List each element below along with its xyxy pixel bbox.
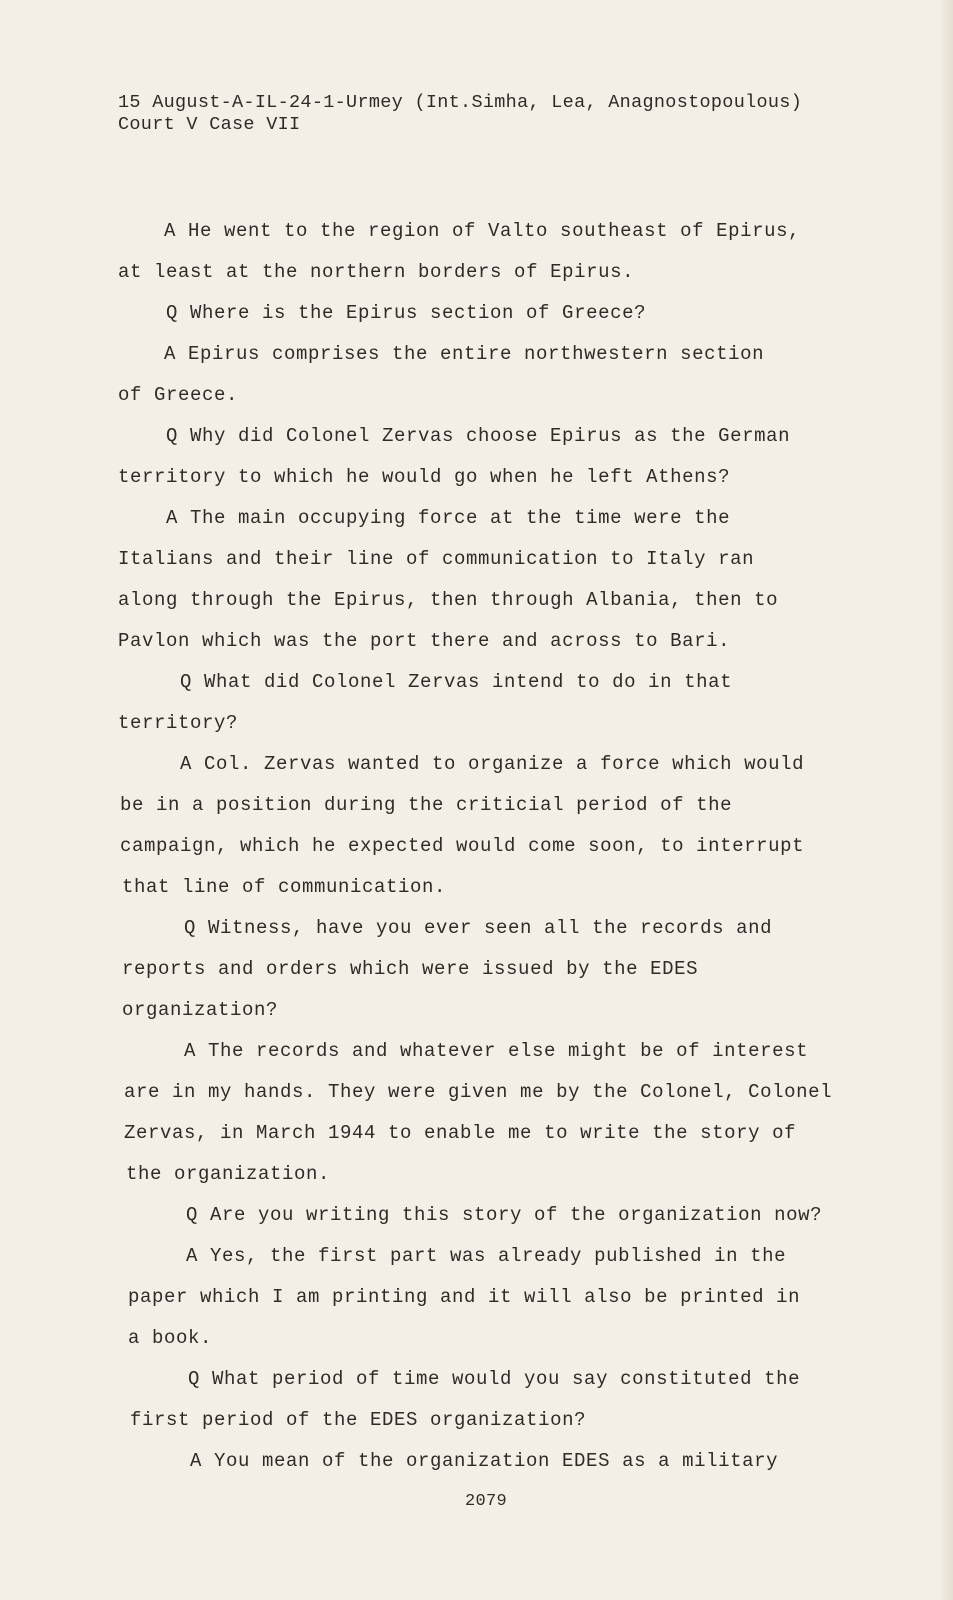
transcript-line: of Greece. bbox=[118, 384, 239, 406]
transcript-line: that line of communication. bbox=[122, 876, 447, 898]
transcript-line: Q Are you writing this story of the organization now? bbox=[186, 1204, 823, 1226]
transcript-line: Pavlon which was the port there and across to Bari. bbox=[118, 630, 731, 652]
page-number: 2079 bbox=[465, 1492, 508, 1511]
transcript-line: A Col. Zervas wanted to organize a force which would bbox=[180, 753, 805, 775]
transcript-line: along through the Epirus, then through Albania, then to bbox=[118, 589, 779, 611]
transcript-line: Q Witness, have you ever seen all the records and bbox=[184, 917, 773, 939]
transcript-line: Q Why did Colonel Zervas choose Epirus as the German bbox=[166, 425, 791, 447]
header-case-reference: 15 August-A-IL-24-1-Urmey (Int.Simha, Lea, Anagnostopoulous) bbox=[118, 92, 803, 113]
transcript-line: be in a position during the criticial period of the bbox=[120, 794, 733, 816]
transcript-line: first period of the EDES organization? bbox=[130, 1409, 587, 1431]
transcript-line: A The main occupying force at the time were the bbox=[166, 507, 731, 529]
transcript-line: campaign, which he expected would come soon, to interrupt bbox=[120, 835, 805, 857]
transcript-line: A Yes, the first part was already published in the bbox=[186, 1245, 787, 1267]
transcript-line: Q What did Colonel Zervas intend to do in that bbox=[180, 671, 733, 693]
header-court-case: Court V Case VII bbox=[118, 114, 301, 135]
transcript-line: a book. bbox=[128, 1327, 213, 1349]
transcript-line: Italians and their line of communication to Italy ran bbox=[118, 548, 755, 570]
transcript-line: A You mean of the organization EDES as a military bbox=[190, 1450, 779, 1472]
transcript-line: paper which I am printing and it will also be printed in bbox=[128, 1286, 801, 1308]
transcript-line: territory? bbox=[118, 712, 239, 734]
transcript-line: Q Where is the Epirus section of Greece? bbox=[166, 302, 647, 324]
document-header bbox=[118, 92, 802, 136]
transcript-line: organization? bbox=[122, 999, 279, 1021]
transcript-line: A Epirus comprises the entire northwestern section bbox=[164, 343, 765, 365]
transcript-line: reports and orders which were issued by the EDES bbox=[122, 958, 699, 980]
transcript-line: at least at the northern borders of Epirus. bbox=[118, 261, 635, 283]
transcript-line: the organization. bbox=[126, 1163, 331, 1185]
transcript-line: A He went to the region of Valto southeast of Epirus, bbox=[164, 220, 801, 242]
transcript-line: territory to which he would go when he left Athens? bbox=[118, 466, 731, 488]
transcript-line: Zervas, in March 1944 to enable me to write the story of bbox=[124, 1122, 797, 1144]
transcript-line: are in my hands. They were given me by the Colonel, Colonel bbox=[124, 1081, 833, 1103]
transcript-line: A The records and whatever else might be of interest bbox=[184, 1040, 809, 1062]
transcript-line: Q What period of time would you say constituted the bbox=[188, 1368, 801, 1390]
